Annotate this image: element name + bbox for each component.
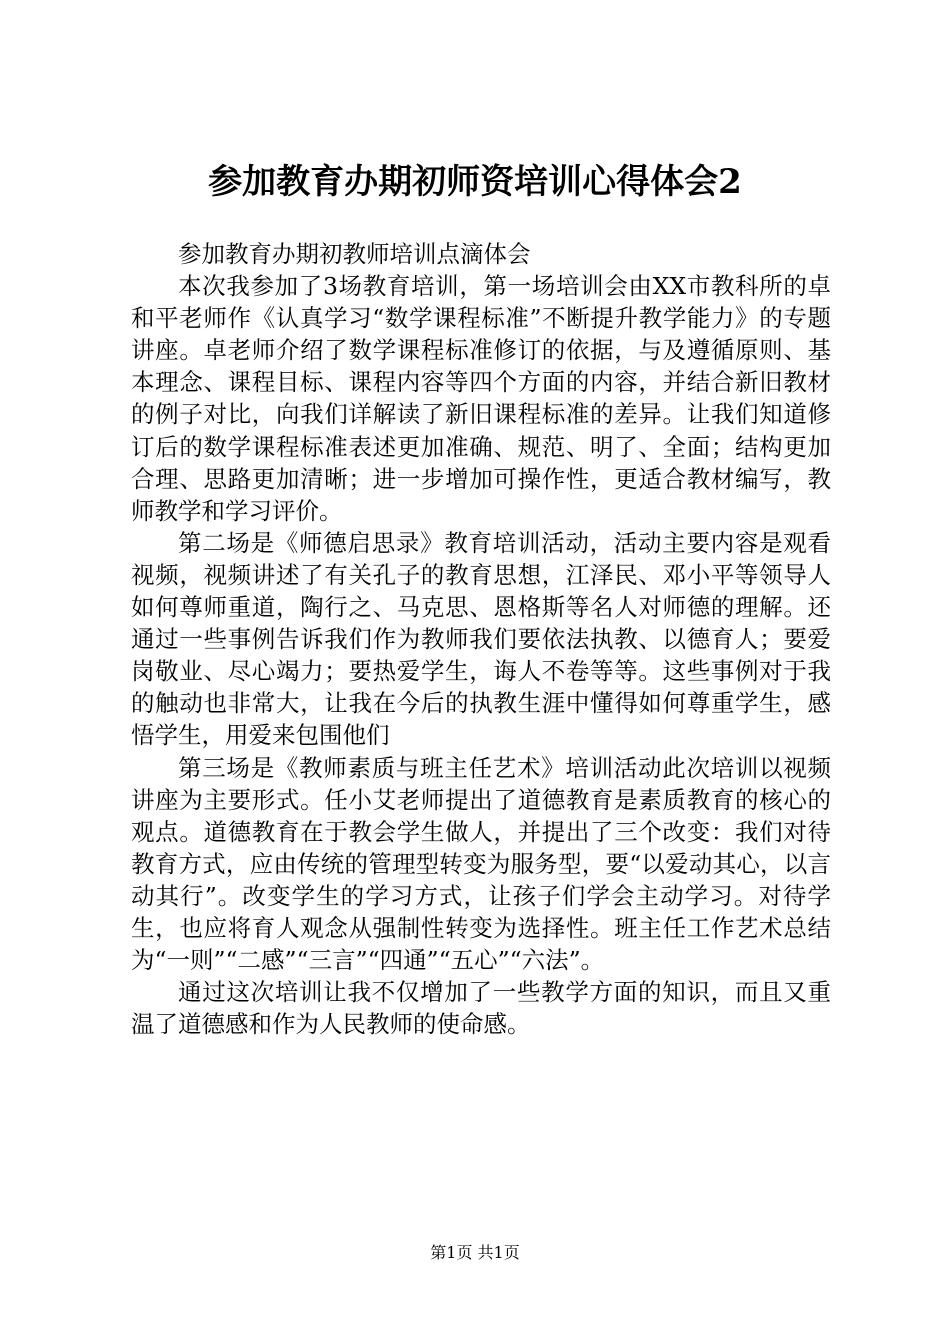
paragraph-second-training: 第二场是《师德启思录》教育培训活动，活动主要内容是观看视频，视频讲述了有关孔子的教育思想，江泽民、邓小平等领导人如何尊师重道，陶行之、马克思、恩格斯等名人对师德的理解。还通过一些事例告诉我们作为教师我们要依法执教、以德育人；要爱岗敬业、尽心竭力；要热爱学生，诲人不卷等等。这些事例对于我的触动也非常大，让我在今后的执教生涯中懂得如何尊重学生，感悟学生，用爱来包围他们 bbox=[131, 528, 831, 750]
page-number-footer: 第1页 共1页 bbox=[430, 1243, 520, 1262]
paragraph-third-training: 第三场是《教师素质与班主任艺术》培训活动此次培训以视频讲座为主要形式。任小艾老师提出了道德教育是素质教育的核心的观点。道德教育在于教会学生做人，并提出了三个改变：我们对待教育方式，应由传统的管理型转变为服务型，要“以爱动其心，以言动其行”。改变学生的学习方式，让孩子们学会主动学习。对待学生，也应将育人观念从强制性转变为选择性。班主任工作艺术总结为“一则”“二感”“三言”“四通”“五心”“六法”。 bbox=[131, 753, 831, 975]
document-title: 参加教育办期初师资培训心得体会2 bbox=[208, 162, 742, 202]
document-body bbox=[131, 238, 831, 1040]
paragraph-first-training: 本次我参加了3场教育培训，第一场培训会由XX市教科所的卓和平老师作《认真学习“数学课程标准”不断提升教学能力》的专题讲座。卓老师介绍了数学课程标准修订的依据，与及遵循原则、基本理念、课程目标、课程内容等四个方面的内容，并结合新旧教材的例子对比，向我们详解读了新旧课程标准的差异。让我们知道修订后的数学课程标准表述更加准确、规范、明了、全面；结构更加合理、思路更加清晰；进一步增加可操作性，更适合教材编写，教师教学和学习评价。 bbox=[131, 272, 831, 525]
paragraph-subtitle: 参加教育办期初教师培训点滴体会 bbox=[178, 240, 531, 268]
paragraph-conclusion: 通过这次培训让我不仅增加了一些教学方面的知识，而且又重温了道德感和作为人民教师的使命感。 bbox=[131, 978, 831, 1039]
